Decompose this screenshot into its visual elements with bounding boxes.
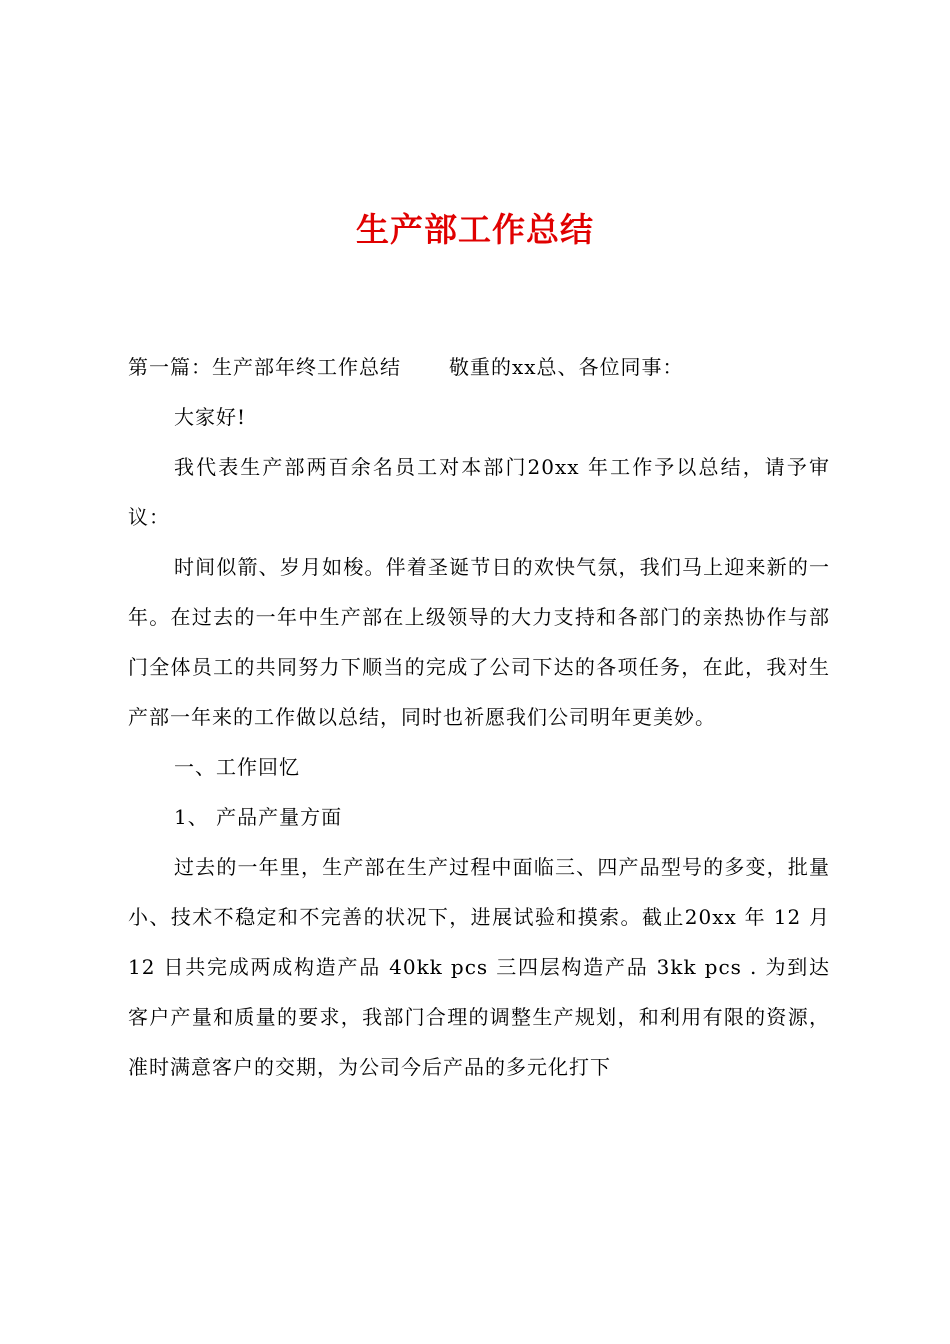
subsection-heading-output: 1、 产品产量方面	[174, 805, 343, 829]
section-heading-work-review: 一、工作回忆	[174, 755, 300, 779]
section-heading: 第一篇：生产部年终工作总结	[128, 355, 401, 379]
paragraph-intro: 我代表生产部两百余名员工对本部门20xx 年工作予以总结，请予审议：	[128, 455, 830, 529]
paragraph-review: 时间似箭、岁月如梭。伴着圣诞节日的欢快气氛，我们马上迎来新的一年。在过去的一年中生产部在上级领导的大力支持和各部门的亲热协作与部门全体员工的共同努力下顺当的完成了公司下达的各项任务，在此，我对生产部一年来的工作做以总结，同时也祈愿我们公司明年更美妙。	[128, 555, 830, 729]
first-line	[128, 342, 830, 392]
document-title: 生产部工作总结	[356, 210, 594, 249]
paragraph-output: 过去的一年里，生产部在生产过程中面临三、四产品型号的多变，批量小、技术不稳定和不完善的状况下，进展试验和摸索。截止20xx 年 12 月 12 日共完成两成构造产品 40kk pcs 三四层构造产品 3kk pcs . 为到达客户产量和质量的要求，我部门合理的调整生产规划，和利用有限的资源，准时满意客户的交期，为公司今后产品的多元化打下	[128, 855, 830, 1079]
document-body	[128, 342, 830, 1092]
salutation: 敬重的xx总、各位同事：	[449, 355, 684, 379]
paragraph-greeting: 大家好!	[174, 405, 247, 429]
